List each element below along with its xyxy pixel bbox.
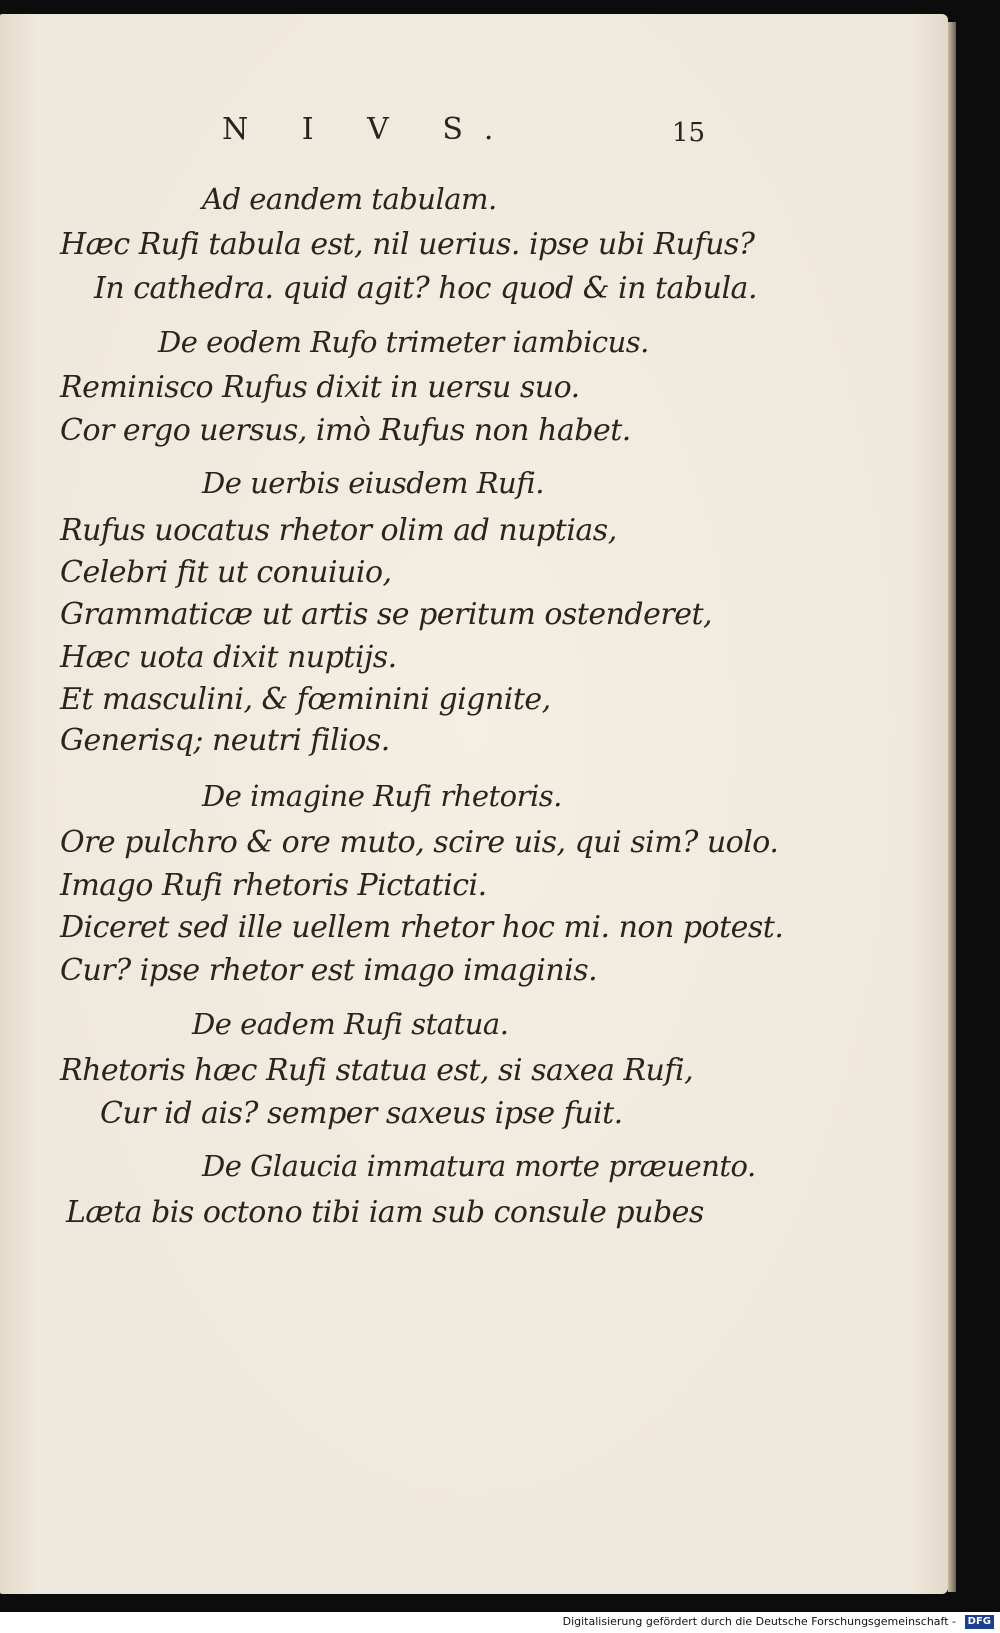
- verse-line: Cor ergo uersus, imò Rufus non habet.: [60, 413, 631, 448]
- poem-heading: De eodem Rufo trimeter iambicus.: [158, 325, 649, 359]
- poem-heading: De uerbis eiusdem Rufi.: [202, 466, 544, 500]
- verse-line: Cur? ipse rhetor est imago imaginis.: [60, 953, 598, 988]
- poem-heading: De Glaucia immatura morte præuento.: [202, 1149, 756, 1183]
- page-text: [0, 14, 948, 1594]
- verse-line: Hæc uota dixit nuptijs.: [60, 640, 397, 675]
- page-edge: [948, 22, 956, 1592]
- verse-line: In cathedra. quid agit? hoc quod & in tabula.: [94, 271, 757, 306]
- verse-line: Et masculini, & fœminini gignite,: [60, 682, 551, 717]
- book-page: [0, 14, 948, 1594]
- verse-line: Ore pulchro & ore muto, scire uis, qui sim? uolo.: [60, 825, 779, 860]
- poem-heading: De eadem Rufi statua.: [192, 1007, 509, 1041]
- funding-credit: Digitalisierung gefördert durch die Deutsche Forschungsgemeinschaft -: [562, 1615, 956, 1628]
- verse-line: Diceret sed ille uellem rhetor hoc mi. non potest.: [60, 910, 784, 945]
- poem-heading: Ad eandem tabulam.: [202, 182, 497, 216]
- verse-line: Celebri fit ut conuiuio,: [60, 555, 392, 590]
- verse-line: Reminisco Rufus dixit in uersu suo.: [60, 370, 580, 405]
- verse-line: Generisq; neutri filios.: [60, 723, 390, 758]
- dfg-logo: DFG: [965, 1615, 994, 1629]
- poem-heading: De imagine Rufi rhetoris.: [202, 779, 562, 813]
- verse-line: Læta bis octono tibi iam sub consule pubes: [66, 1195, 704, 1230]
- page-number: 15: [672, 118, 706, 148]
- verse-line: Imago Rufi rhetoris Pictatici.: [60, 868, 487, 903]
- verse-line: Rhetoris hæc Rufi statua est, si saxea Rufi,: [60, 1053, 694, 1088]
- verse-line: Grammaticæ ut artis se peritum ostenderet,: [60, 597, 713, 632]
- verse-line: Hæc Rufi tabula est, nil uerius. ipse ubi Rufus?: [60, 227, 755, 262]
- verse-line: Rufus uocatus rhetor olim ad nuptias,: [60, 513, 617, 548]
- verse-line: Cur id ais? semper saxeus ipse fuit.: [100, 1096, 623, 1131]
- running-head: N I V S.: [222, 112, 516, 147]
